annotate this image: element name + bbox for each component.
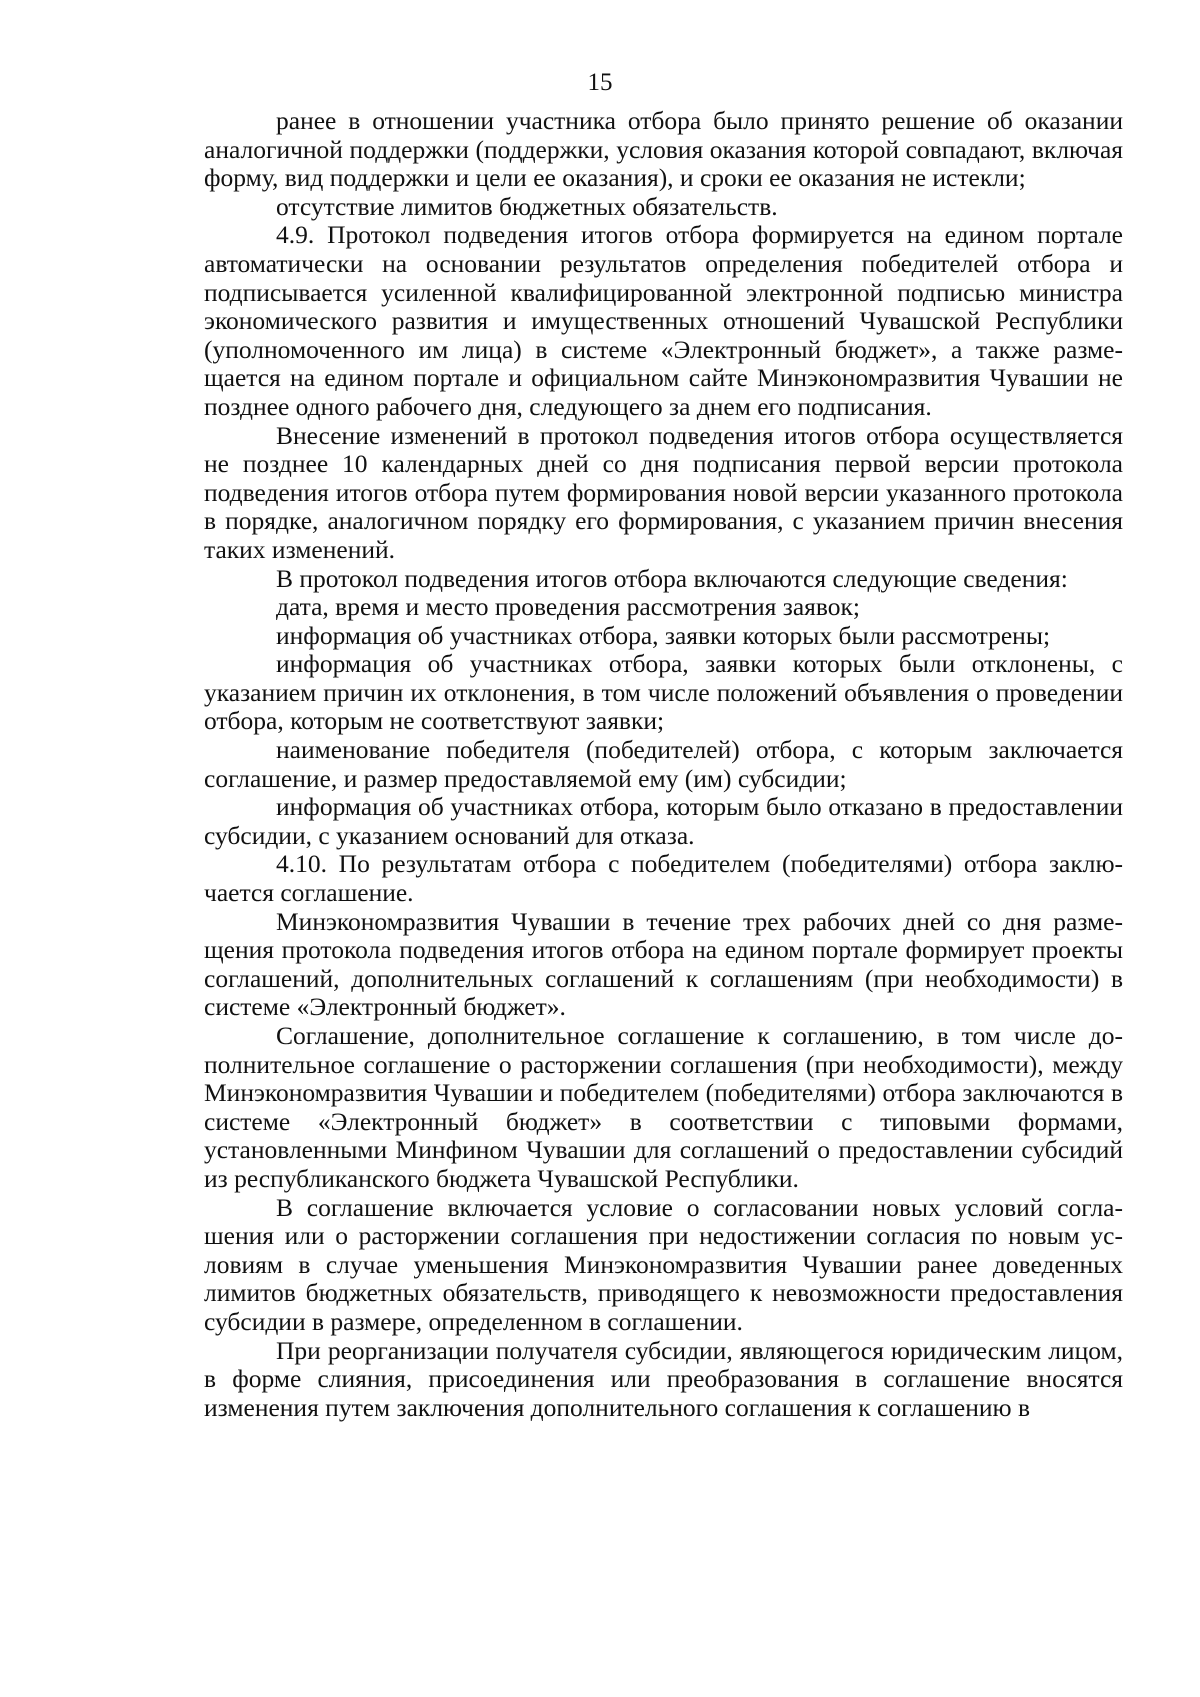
paragraph: дата, время и место проведения рассмотрения заявок; — [276, 592, 860, 622]
paragraph: 4.9. Протокол подведения итогов отбора формируется на едином портале автоматически на основании результатов определения победителей отбора и подписывается усиленной квалифицированной электронной подписью министра экономического развития и имущественных отношений Чувашской Республики (уполномоченного им лица) в системе «Электронный бюджет», а также размещается на едином портале и официальном сайте Минэкономразвития Чувашии не позднее одного рабочего дня, следующего за днем его подписания. — [204, 220, 1123, 421]
paragraph: При реорганизации получателя субсидии, являющегося юридическим лицом, в форме слияния, присоединения или преобразования в соглашение вносятся изменения путем заключения дополнительного соглашения к соглашению в — [204, 1335, 1123, 1422]
paragraph: В соглашение включается условие о согласовании новых условий соглашения или о расторжении соглашения при недостижении согласия по новым условиям в случае уменьшения Минэкономразвития Чувашии ранее доведенных лимитов бюджетных обязательств, приводящего к невозможности предоставления субсидии в размере, определенном в соглашении. — [204, 1192, 1123, 1336]
page-number: 15 — [587, 69, 613, 96]
paragraph: В протокол подведения итогов отбора включаются следующие сведения: — [276, 563, 1068, 593]
paragraph: отсутствие лимитов бюджетных обязательств. — [276, 191, 778, 221]
paragraph: Минэкономразвития Чувашии в течение трех рабочих дней со дня размещения протокола подведения итогов отбора на едином портале формирует проекты соглашений, дополнительных соглашений к соглашениям (при необходимости) в системе «Электронный бюджет». — [204, 906, 1123, 1022]
paragraph: Внесение изменений в протокол подведения итогов отбора осуществляется не позднее 10 календарных дней со дня подписания первой версии протокола подведения итогов отбора путем формирования новой версии указанного протокола в порядке, аналогичном порядку его формирования, с указанием причин внесения таких изменений. — [204, 420, 1123, 564]
paragraph: ранее в отношении участника отбора было принято решение об оказании аналогичной поддержки (поддержки, условия оказания которой совпадают, включая форму, вид поддержки и цели ее оказания), и сроки ее оказания не истекли; — [204, 106, 1123, 193]
paragraph: Соглашение, дополнительное соглашение к соглашению, в том числе дополнительное соглашение о расторжении соглашения (при необходимости), между Минэкономразвития Чувашии и победителем (победителями) отбора заключаются в системе «Электронный бюджет» в соответствии с типовыми формами, установленными Минфином Чувашии для соглашений о предоставлении субсидий из республиканского бюджета Чувашской Республики. — [204, 1021, 1123, 1193]
paragraph: информация об участниках отбора, которым было отказано в предоставлении субсидии, с указанием оснований для отказа. — [204, 792, 1123, 850]
paragraph: наименование победителя (победителей) отбора, с которым заключается соглашение, и размер предоставляемой ему (им) субсидии; — [204, 735, 1123, 793]
paragraph: информация об участниках отбора, заявки которых были рассмотрены; — [276, 620, 1051, 650]
paragraph: информация об участниках отбора, заявки которых были отклонены, с указанием причин их отклонения, в том числе положений объявления о проведении отбора, которым не соответствуют заявки; — [204, 649, 1123, 736]
document-body — [204, 107, 1123, 1422]
paragraph: 4.10. По результатам отбора с победителем (победителями) отбора заключается соглашение. — [204, 849, 1123, 908]
